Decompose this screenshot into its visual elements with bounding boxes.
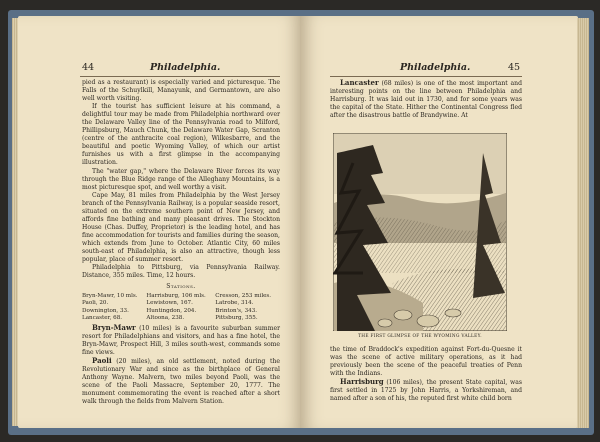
place-heading: Lancaster bbox=[340, 78, 379, 87]
header-rule bbox=[330, 76, 522, 77]
station-cell: Lancaster, 68. bbox=[82, 314, 123, 321]
paragraph: pied as a restaurant) is especially varied and picturesque. The Falls of the Schuylkill, Manayunk, and Germantown, are also well worth visiting. bbox=[82, 79, 280, 103]
right-bottom-text bbox=[330, 346, 522, 403]
table-row bbox=[82, 315, 280, 322]
running-title: Philadelphia. bbox=[150, 62, 221, 73]
table-row bbox=[82, 293, 280, 300]
station-cell: Cresson, 253 miles. bbox=[215, 293, 272, 300]
place-heading: Paoli bbox=[92, 356, 112, 366]
paragraph-text: (106 miles), the present State capital, was first settled in 1725 by John Harris, a Yorkshireman, and named after a son of his, the reputed first white child born bbox=[330, 379, 522, 403]
paragraph-lancaster bbox=[330, 79, 522, 120]
paragraph: The "water gap," where the Delaware River forces its way through the Blue Ridge range of the Alleghany Mountains, is a most picturesque spot, and well worthy a visit. bbox=[82, 167, 280, 191]
station-cell: Altoona, 238. bbox=[146, 314, 185, 321]
station-cell: Paoli, 20. bbox=[82, 300, 109, 307]
place-heading: Harrisburg bbox=[340, 377, 384, 387]
station-cell: Pittsburg, 355. bbox=[215, 314, 258, 321]
page-number: 45 bbox=[508, 62, 521, 73]
station-cell: Huntingdon, 204. bbox=[146, 307, 197, 314]
station-cell: Lewistown, 167. bbox=[146, 300, 193, 307]
right-top-text bbox=[330, 79, 522, 120]
right-page bbox=[300, 16, 578, 428]
station-cell: Bryn-Mawr, 10 mls. bbox=[82, 293, 138, 300]
running-title: Philadelphia. bbox=[400, 62, 471, 73]
illustration-caption: THE FIRST GLIMPSE OF THE WYOMING VALLEY. bbox=[358, 334, 482, 339]
wyoming-valley-engraving bbox=[333, 133, 507, 331]
paragraph-text: (10 miles) is a favourite suburban summer resort for Philadelphians and visitors, and has a fine hotel, the Bryn-Mawr, Prospect Hill, 3 miles south-west, commands some fine views. bbox=[82, 325, 280, 357]
paragraph: If the tourist has sufficient leisure at his command, a delightful tour may be made from Philadelphia northward over the Delaware Valley line of the Pennsylvania road to Milford, Phillipsburg, Mauch Chunk, the Delaware Water Gap, Scranton (centre of the anthracite coal region), Wilkesbarre, and the beautiful and poetic Wyoming Valley, of which our artist furnishes us with a first glimpse in the accompanying illustration. bbox=[82, 103, 280, 167]
table-row bbox=[82, 308, 280, 315]
paragraph: the time of Braddock's expedition against Fort-du-Quesne it was the scene of active military operations, as it had previously been the scene of the peaceful treaties of Penn with the Indians. bbox=[330, 346, 522, 378]
paragraph: Cape May, 81 miles from Philadelphia by the West Jersey branch of the Pennsylvania Railway, is a popular seaside resort, situated on the extreme southern point of New Jersey, and affords fine bathing and many pleasant drives. The Stockton House (Chas. Duffey, Proprietor) is the leading hotel, and has fine accommodation for tourists and families during the season, which extends from June to October. Atlantic City, 60 miles south-east of Philadelphia, is also an attractive, though less popular, place of summer resort. bbox=[82, 191, 280, 264]
station-cell: Harrisburg, 106 mls. bbox=[146, 293, 206, 300]
paragraph-paoli bbox=[82, 357, 280, 406]
left-body-text bbox=[82, 79, 280, 407]
table-row bbox=[82, 300, 280, 307]
left-page bbox=[18, 16, 300, 428]
stations-table bbox=[82, 293, 280, 322]
page-number: 44 bbox=[82, 62, 95, 73]
paragraph-text: (20 miles), an old settlement, noted during the Revolutionary War and since as the birthplace of General Anthony Wayne. Malvern, two miles beyond Paoli, was the scene of the Paoli Massacre, September 20, 1777. The monument commemorating the event is reached after a short walk through the fields from Malvern Station. bbox=[82, 358, 280, 406]
header-rule bbox=[80, 76, 280, 77]
route-line: Philadelphia to Pittsburg, via Pennsylvania Railway. Distance, 355 miles. Time, 12 hours. bbox=[82, 264, 280, 280]
paragraph-bryn-mawr bbox=[82, 324, 280, 357]
place-heading: Bryn-Mawr bbox=[92, 323, 136, 333]
page-edges-right bbox=[577, 18, 589, 428]
paragraph-text: (68 miles) is one of the most important and interesting points on the line between Philadelphia and Harrisburg. It was laid out in 1730, and for some years was the capital of the State. Hither the Continental Congress fled after the disastrous battle of Brandywine. At bbox=[330, 80, 522, 120]
station-cell: Brinton's, 343. bbox=[215, 307, 258, 314]
station-cell: Downington, 33. bbox=[82, 307, 129, 314]
stations-heading: Stations. bbox=[166, 283, 196, 291]
station-cell: Latrobe, 314. bbox=[215, 300, 254, 307]
paragraph-harrisburg bbox=[330, 378, 522, 403]
